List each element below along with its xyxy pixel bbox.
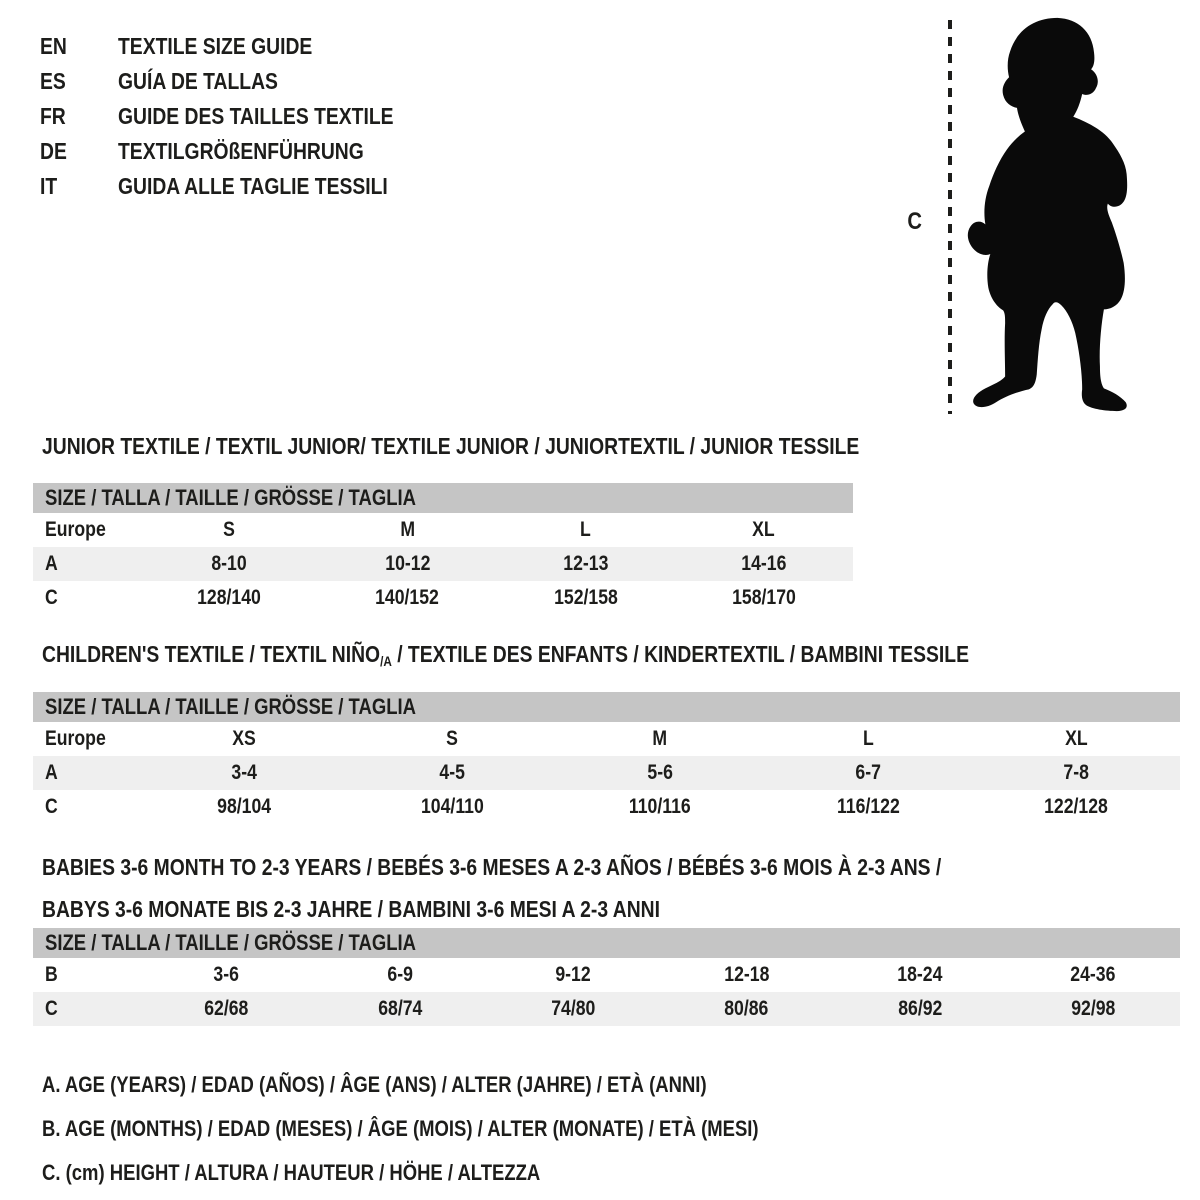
size-value: L xyxy=(862,727,874,750)
height-measure-label: C xyxy=(907,208,922,235)
lang-row-de xyxy=(40,134,446,169)
size-value: M xyxy=(400,518,415,541)
table-row-age-months xyxy=(33,958,1180,992)
table-row-europe xyxy=(33,513,853,547)
babies-size-table xyxy=(33,928,1180,1026)
page-title-it: GUIDA ALLE TAGLIE TESSILI xyxy=(118,173,388,199)
nino-a-subscript: /A xyxy=(380,653,392,669)
row-label: C xyxy=(45,586,58,609)
lang-row-it xyxy=(40,169,446,204)
size-value: XL xyxy=(752,518,776,541)
height-value: 92/98 xyxy=(1071,997,1116,1020)
footnote-age-years: A. AGE (YEARS) / EDAD (AÑOS) / ÂGE (ANS) / ALTER (JAHRE) / ETÀ (ANNI) xyxy=(42,1072,707,1097)
size-header-row: SIZE / TALLA / TAILLE / GRÖSSE / TAGLIA xyxy=(33,483,853,513)
size-value: L xyxy=(580,518,592,541)
height-value: 122/128 xyxy=(1044,795,1108,818)
age-value: 6-7 xyxy=(855,761,881,784)
age-value: 3-4 xyxy=(231,761,257,784)
age-value: 3-6 xyxy=(213,963,240,986)
children-size-table xyxy=(33,692,1180,824)
height-value: 68/74 xyxy=(377,997,423,1020)
age-value: 5-6 xyxy=(647,761,673,784)
age-value: 4-5 xyxy=(439,761,465,784)
footnote-age-months: B. AGE (MONTHS) / EDAD (MESES) / ÂGE (MOIS) / ALTER (MONATE) / ETÀ (MESI) xyxy=(42,1116,759,1141)
children-table-title: CHILDREN'S TEXTILE / TEXTIL NIÑO/A / TEXTILE DES ENFANTS / KINDERTEXTIL / BAMBINI TESSILE xyxy=(42,641,969,669)
page-title-fr: GUIDE DES TAILLES TEXTILE xyxy=(118,103,394,129)
lang-row-es xyxy=(40,64,446,99)
row-label: C xyxy=(45,997,58,1020)
age-value: 8-10 xyxy=(211,552,247,575)
language-title-list xyxy=(40,29,446,204)
size-header-row: SIZE / TALLA / TAILLE / GRÖSSE / TAGLIA xyxy=(33,692,1180,722)
size-value: S xyxy=(223,518,236,541)
height-value: 128/140 xyxy=(197,586,262,609)
height-value: 86/92 xyxy=(897,997,943,1020)
height-value: 152/158 xyxy=(553,586,618,609)
table-row-height-cm xyxy=(33,581,853,615)
row-label: Europe xyxy=(45,518,106,541)
age-value: 9-12 xyxy=(555,963,591,986)
age-value: 18-24 xyxy=(897,963,943,986)
toddler-silhouette-icon xyxy=(958,12,1153,417)
age-value: 12-18 xyxy=(724,963,770,986)
age-value: 6-9 xyxy=(387,963,413,986)
age-value: 24-36 xyxy=(1070,963,1116,986)
age-value: 10-12 xyxy=(384,552,430,575)
row-label: Europe xyxy=(45,727,106,750)
row-label: A xyxy=(45,552,58,575)
lang-row-fr xyxy=(40,99,446,134)
size-value: XS xyxy=(232,727,256,750)
height-value: 140/152 xyxy=(375,586,440,609)
size-value: S xyxy=(446,727,458,750)
junior-table-title: JUNIOR TEXTILE / TEXTIL JUNIOR/ TEXTILE JUNIOR / JUNIORTEXTIL / JUNIOR TESSILE xyxy=(42,433,860,459)
row-label: B xyxy=(45,963,58,986)
row-label: A xyxy=(45,761,58,784)
age-value: 14-16 xyxy=(741,552,787,575)
height-value: 98/104 xyxy=(217,795,271,818)
height-value: 74/80 xyxy=(551,997,596,1020)
page-title: TEXTILE SIZE GUIDE xyxy=(118,33,313,59)
height-value: 116/122 xyxy=(836,795,900,818)
lang-code: FR xyxy=(40,103,66,129)
size-value: M xyxy=(652,727,668,750)
age-value: 7-8 xyxy=(1063,761,1089,784)
footnote-height-cm: C. (cm) HEIGHT / ALTURA / HAUTEUR / HÖHE / ALTEZZA xyxy=(42,1160,541,1185)
babies-table-title: BABIES 3-6 MONTH TO 2-3 YEARS / BEBÉS 3-6 MESES A 2-3 AÑOS / BÉBÉS 3-6 MOIS À 2-3 ANS / BABYS 3-6 MONATE BIS 2-3 JAHRE / BAMBINI 3-6 MESI A 2-3 ANNI xyxy=(42,854,942,922)
lang-code: DE xyxy=(40,138,67,164)
age-value: 12-13 xyxy=(563,552,609,575)
lang-code: ES xyxy=(40,68,66,94)
table-row-europe xyxy=(33,722,1180,756)
table-row-height-cm xyxy=(33,992,1180,1026)
lang-code: IT xyxy=(40,173,58,199)
table-row-height-cm xyxy=(33,790,1180,824)
height-value: 158/170 xyxy=(731,586,796,609)
page-title-de: TEXTILGRÖßENFÜHRUNG xyxy=(118,138,364,164)
table-row-age-years xyxy=(33,547,853,581)
size-value: XL xyxy=(1064,727,1088,750)
height-value: 104/110 xyxy=(420,795,484,818)
table-row-age-years xyxy=(33,756,1180,790)
page-title-es: GUÍA DE TALLAS xyxy=(118,68,278,94)
footnotes xyxy=(42,1063,895,1195)
height-value: 80/86 xyxy=(724,997,769,1020)
height-value: 110/116 xyxy=(629,795,691,818)
row-label: C xyxy=(45,795,58,818)
lang-row-en xyxy=(40,29,446,64)
height-measure-dashed-line xyxy=(948,20,952,414)
junior-size-table xyxy=(33,483,853,615)
height-value: 62/68 xyxy=(204,997,249,1020)
lang-code: EN xyxy=(40,33,67,59)
size-header-row: SIZE / TALLA / TAILLE / GRÖSSE / TAGLIA xyxy=(33,928,1180,958)
